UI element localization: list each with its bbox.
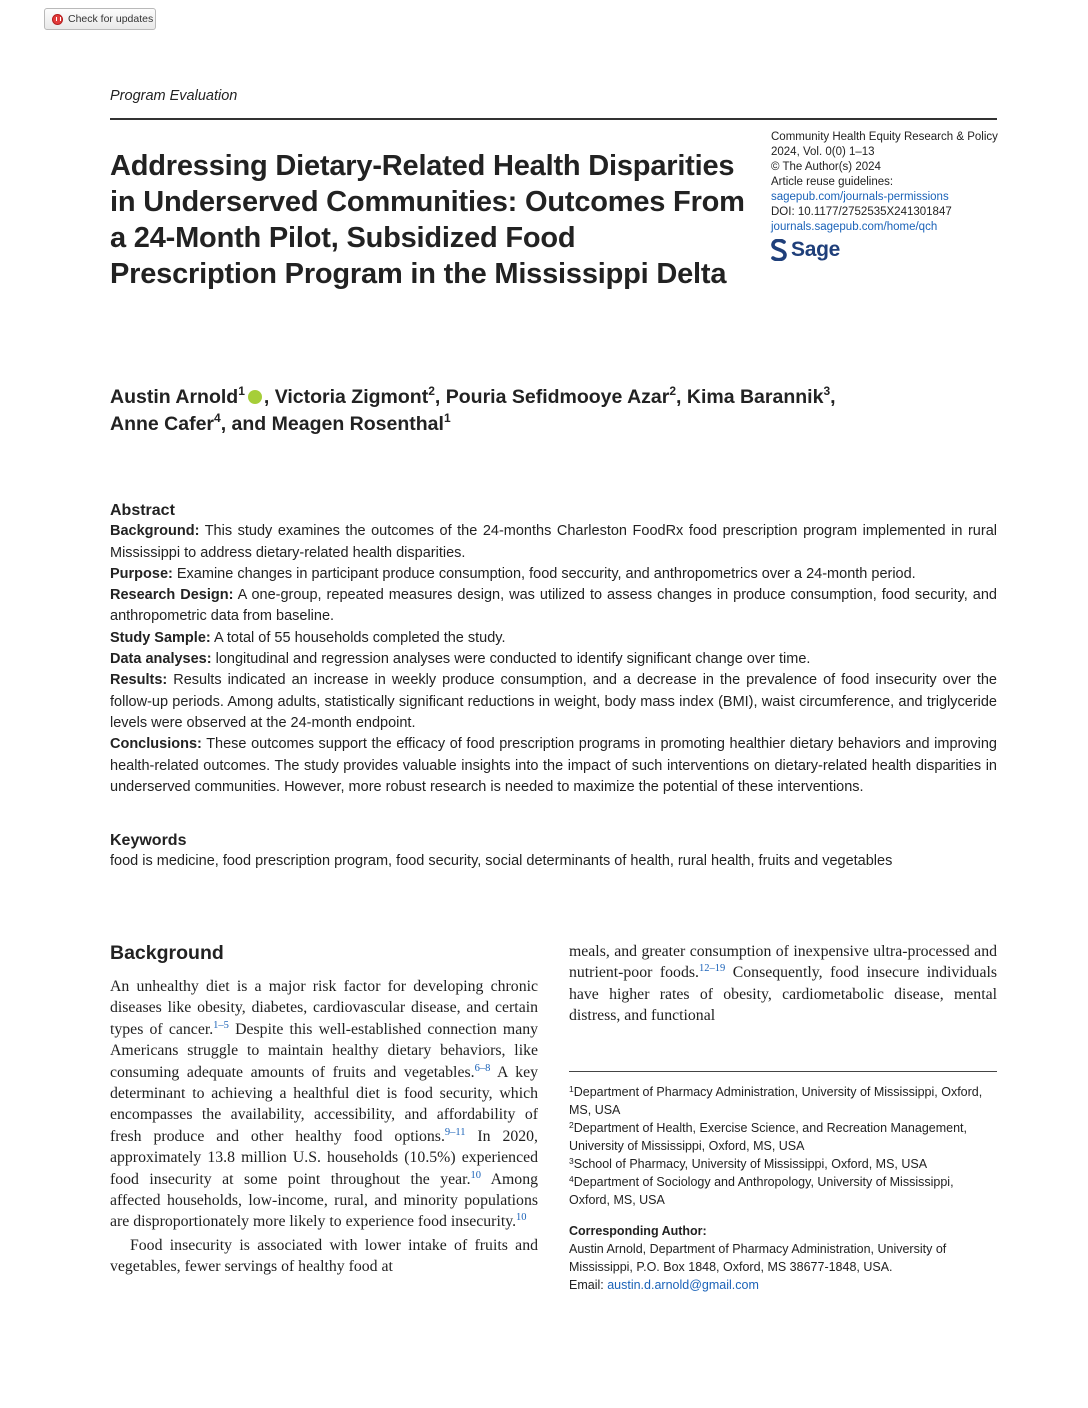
author-affiliation-mark: 4 xyxy=(214,411,221,425)
journal-home-link[interactable]: journals.sagepub.com/home/qch xyxy=(771,221,938,233)
abstract-item xyxy=(110,649,997,670)
author-name: Austin Arnold xyxy=(110,386,239,408)
section-label: Program Evaluation xyxy=(110,88,238,104)
crossmark-icon xyxy=(52,14,63,25)
author-name: Victoria Zigmont xyxy=(274,386,429,408)
abstract-item xyxy=(110,628,997,649)
abstract-item-text: A total of 55 households completed the study. xyxy=(213,629,506,646)
journal-volume: 2024, Vol. 0(0) 1–13 xyxy=(771,146,875,158)
citation-link[interactable]: 1–5 xyxy=(213,1019,229,1031)
sage-logo-text: Sage xyxy=(791,238,840,261)
abstract xyxy=(110,500,997,798)
footnote-divider xyxy=(569,1071,997,1072)
reuse-label: Article reuse guidelines: xyxy=(771,176,894,188)
orcid-icon[interactable] xyxy=(248,390,262,404)
abstract-item-label: Purpose: xyxy=(110,565,173,582)
author-separator: , xyxy=(434,386,446,408)
author-affiliation-mark: 2 xyxy=(428,384,435,398)
author-separator-and: , and xyxy=(220,413,272,435)
author-name: Meagen Rosenthal xyxy=(271,413,444,435)
abstract-heading: Abstract xyxy=(110,502,175,519)
affiliation-item xyxy=(569,1119,997,1155)
abstract-item-text: Results indicated an increase in weekly produce consumption, and a decrease in the prevalence of food insecurity over the follow-up periods. Among adults, statistically significant reductions in weight, body mass index (BMI), waist circumference, and triglyceride levels were observed at the 24-month endpoint. xyxy=(110,672,997,731)
author-name: Anne Cafer xyxy=(110,413,215,435)
sage-s-icon xyxy=(771,239,787,261)
affiliation-text: School of Pharmacy, University of Mississippi, Oxford, MS, USA xyxy=(573,1157,928,1171)
citation-link[interactable]: 10 xyxy=(516,1212,527,1224)
author-separator: , xyxy=(830,386,836,408)
author-affiliation-mark: 1 xyxy=(443,411,451,425)
abstract-item xyxy=(110,521,997,564)
affiliation-item xyxy=(569,1083,997,1119)
affiliation-mark: 2 xyxy=(569,1120,574,1130)
reuse-link[interactable]: sagepub.com/journals-permissions xyxy=(771,191,949,203)
author-name: Pouria Sefidmooye Azar xyxy=(445,386,670,408)
header-divider xyxy=(110,118,997,120)
citation-link[interactable]: 10 xyxy=(470,1169,482,1181)
journal-name: Community Health Equity Research & Policy xyxy=(771,131,998,143)
abstract-item-label: Data analyses: xyxy=(110,651,212,668)
body-text: A key determinant to achieving a healthful diet is food security, which encompasses the availability, accessibility, and affordability of fresh produce and other healthy food options. xyxy=(110,1063,538,1145)
journal-meta xyxy=(771,130,1011,235)
sage-logo xyxy=(771,238,840,262)
corresponding-text: Austin Arnold, Department of Pharmacy Administration, University of Mississippi, P.O. Box 1848, Oxford, MS 38677-1848, USA. xyxy=(569,1242,947,1274)
citation-link[interactable]: 9–11 xyxy=(444,1126,466,1138)
body-paragraph xyxy=(110,976,538,1233)
affiliation-item xyxy=(569,1173,997,1209)
author-list xyxy=(110,384,1010,438)
author-affiliation-mark: 1 xyxy=(238,384,245,398)
keywords-text: food is medicine, food prescription program, food security, social determinants of health, rural health, fruits and vegetables xyxy=(110,853,893,869)
affiliation-mark: 3 xyxy=(569,1156,574,1166)
abstract-item-text: Examine changes in participant produce consumption, food seccurity, and anthropometrics over a 24-month period. xyxy=(176,565,916,582)
body-text: Despite this well-established connection many Americans struggle to maintain healthy dietary behaviors, like consuming adequate amounts of fruits and vegetables. xyxy=(110,1020,539,1081)
abstract-item xyxy=(110,585,997,628)
email-link[interactable]: austin.d.arnold@gmail.com xyxy=(607,1278,759,1292)
body-text: Among affected households, low-income, rural, and minority populations are disproportionately more likely to experience food insecurity. xyxy=(110,1170,539,1231)
corresponding-author xyxy=(569,1222,997,1294)
abstract-item-label: Results: xyxy=(110,672,168,689)
journal-copyright: © The Author(s) 2024 xyxy=(771,161,881,173)
body-text: Consequently, food insecure individuals have higher rates of obesity, cardiometabolic disease, mental distress, and functional xyxy=(569,964,997,1025)
body-text: An unhealthy diet is a major risk factor for developing chronic diseases like obesity, diabetes, cardiovascular disease, and certain types of cancer. xyxy=(110,978,538,1038)
abstract-item-text: longitudinal and regression analyses were conducted to identify significant change over time. xyxy=(215,651,811,668)
author-name: Kima Barannik xyxy=(686,386,824,408)
author-affiliation-mark: 2 xyxy=(669,384,677,398)
check-for-updates-button[interactable] xyxy=(44,8,156,30)
affiliations xyxy=(569,1083,997,1209)
affiliation-text: Department of Sociology and Anthropology, University of Mississippi, Oxford, MS, USA xyxy=(569,1175,954,1207)
abstract-item xyxy=(110,670,997,734)
author-affiliation-mark: 3 xyxy=(823,384,831,398)
keywords xyxy=(110,830,1010,872)
author-separator: , xyxy=(263,386,275,408)
body-text: meals, and greater consumption of inexpensive ultra-processed and nutrient-poor foods. xyxy=(569,943,997,982)
abstract-item-label: Background: xyxy=(110,523,200,540)
citation-link[interactable]: 12–19 xyxy=(698,963,726,975)
affiliation-mark: 1 xyxy=(569,1084,574,1094)
abstract-item-label: Conclusions: xyxy=(110,736,202,753)
body-paragraph: Food insecurity is associated with lower intake of fruits and vegetables, fewer servings of healthy food at xyxy=(110,1236,538,1276)
author-separator: , xyxy=(676,386,687,408)
body-paragraph xyxy=(569,941,997,1027)
body-left-column xyxy=(110,976,538,1278)
affiliation-text: Department of Pharmacy Administration, University of Mississippi, Oxford, MS, USA xyxy=(569,1085,983,1117)
background-heading: Background xyxy=(110,942,224,964)
abstract-item-label: Study Sample: xyxy=(110,629,211,646)
body-text: In 2020, approximately 13.8 million U.S. households (10.5%) experienced food insecurity at some point throughout the year. xyxy=(110,1127,538,1188)
abstract-item-text: These outcomes support the efficacy of food prescription programs in promoting healthier dietary behaviors and improving health-related outcomes. The study provides valuable insights into the impact of such interventions on dietary-related health disparities in underserved communities. However, more robust research is needed to maximize the potential of these interventions. xyxy=(110,736,997,795)
keywords-heading: Keywords xyxy=(110,832,187,849)
abstract-item xyxy=(110,734,997,798)
abstract-item-label: Research Design: xyxy=(110,587,234,604)
affiliation-mark: 4 xyxy=(569,1174,574,1184)
affiliation-text: Department of Health, Exercise Science, and Recreation Management, University of Mississippi, Oxford, MS, USA xyxy=(569,1121,967,1153)
corresponding-email-line xyxy=(569,1276,997,1294)
abstract-item-text: This study examines the outcomes of the 24-months Charleston FoodRx food prescription program implemented in rural Mississippi to address dietary-related health disparities. xyxy=(110,523,997,561)
affiliation-item xyxy=(569,1155,997,1173)
body-right-column xyxy=(569,941,997,1027)
email-label: Email: xyxy=(569,1278,608,1292)
corresponding-heading: Corresponding Author: xyxy=(569,1224,707,1238)
article-title: Addressing Dietary-Related Health Disparities in Underserved Communities: Outcomes From a 24-Month Pilot, Subsidized Food Prescription Program in the Mississippi Delta xyxy=(110,150,745,290)
abstract-item xyxy=(110,564,997,585)
citation-link[interactable]: 6–8 xyxy=(474,1062,491,1074)
journal-doi: DOI: 10.1177/2752535X241301847 xyxy=(771,206,952,218)
abstract-item-text: A one-group, repeated measures design, was utilized to assess changes in produce consumption, food security, and anthropometric data from baseline. xyxy=(110,587,997,625)
check-for-updates-label: Check for updates xyxy=(68,13,154,25)
